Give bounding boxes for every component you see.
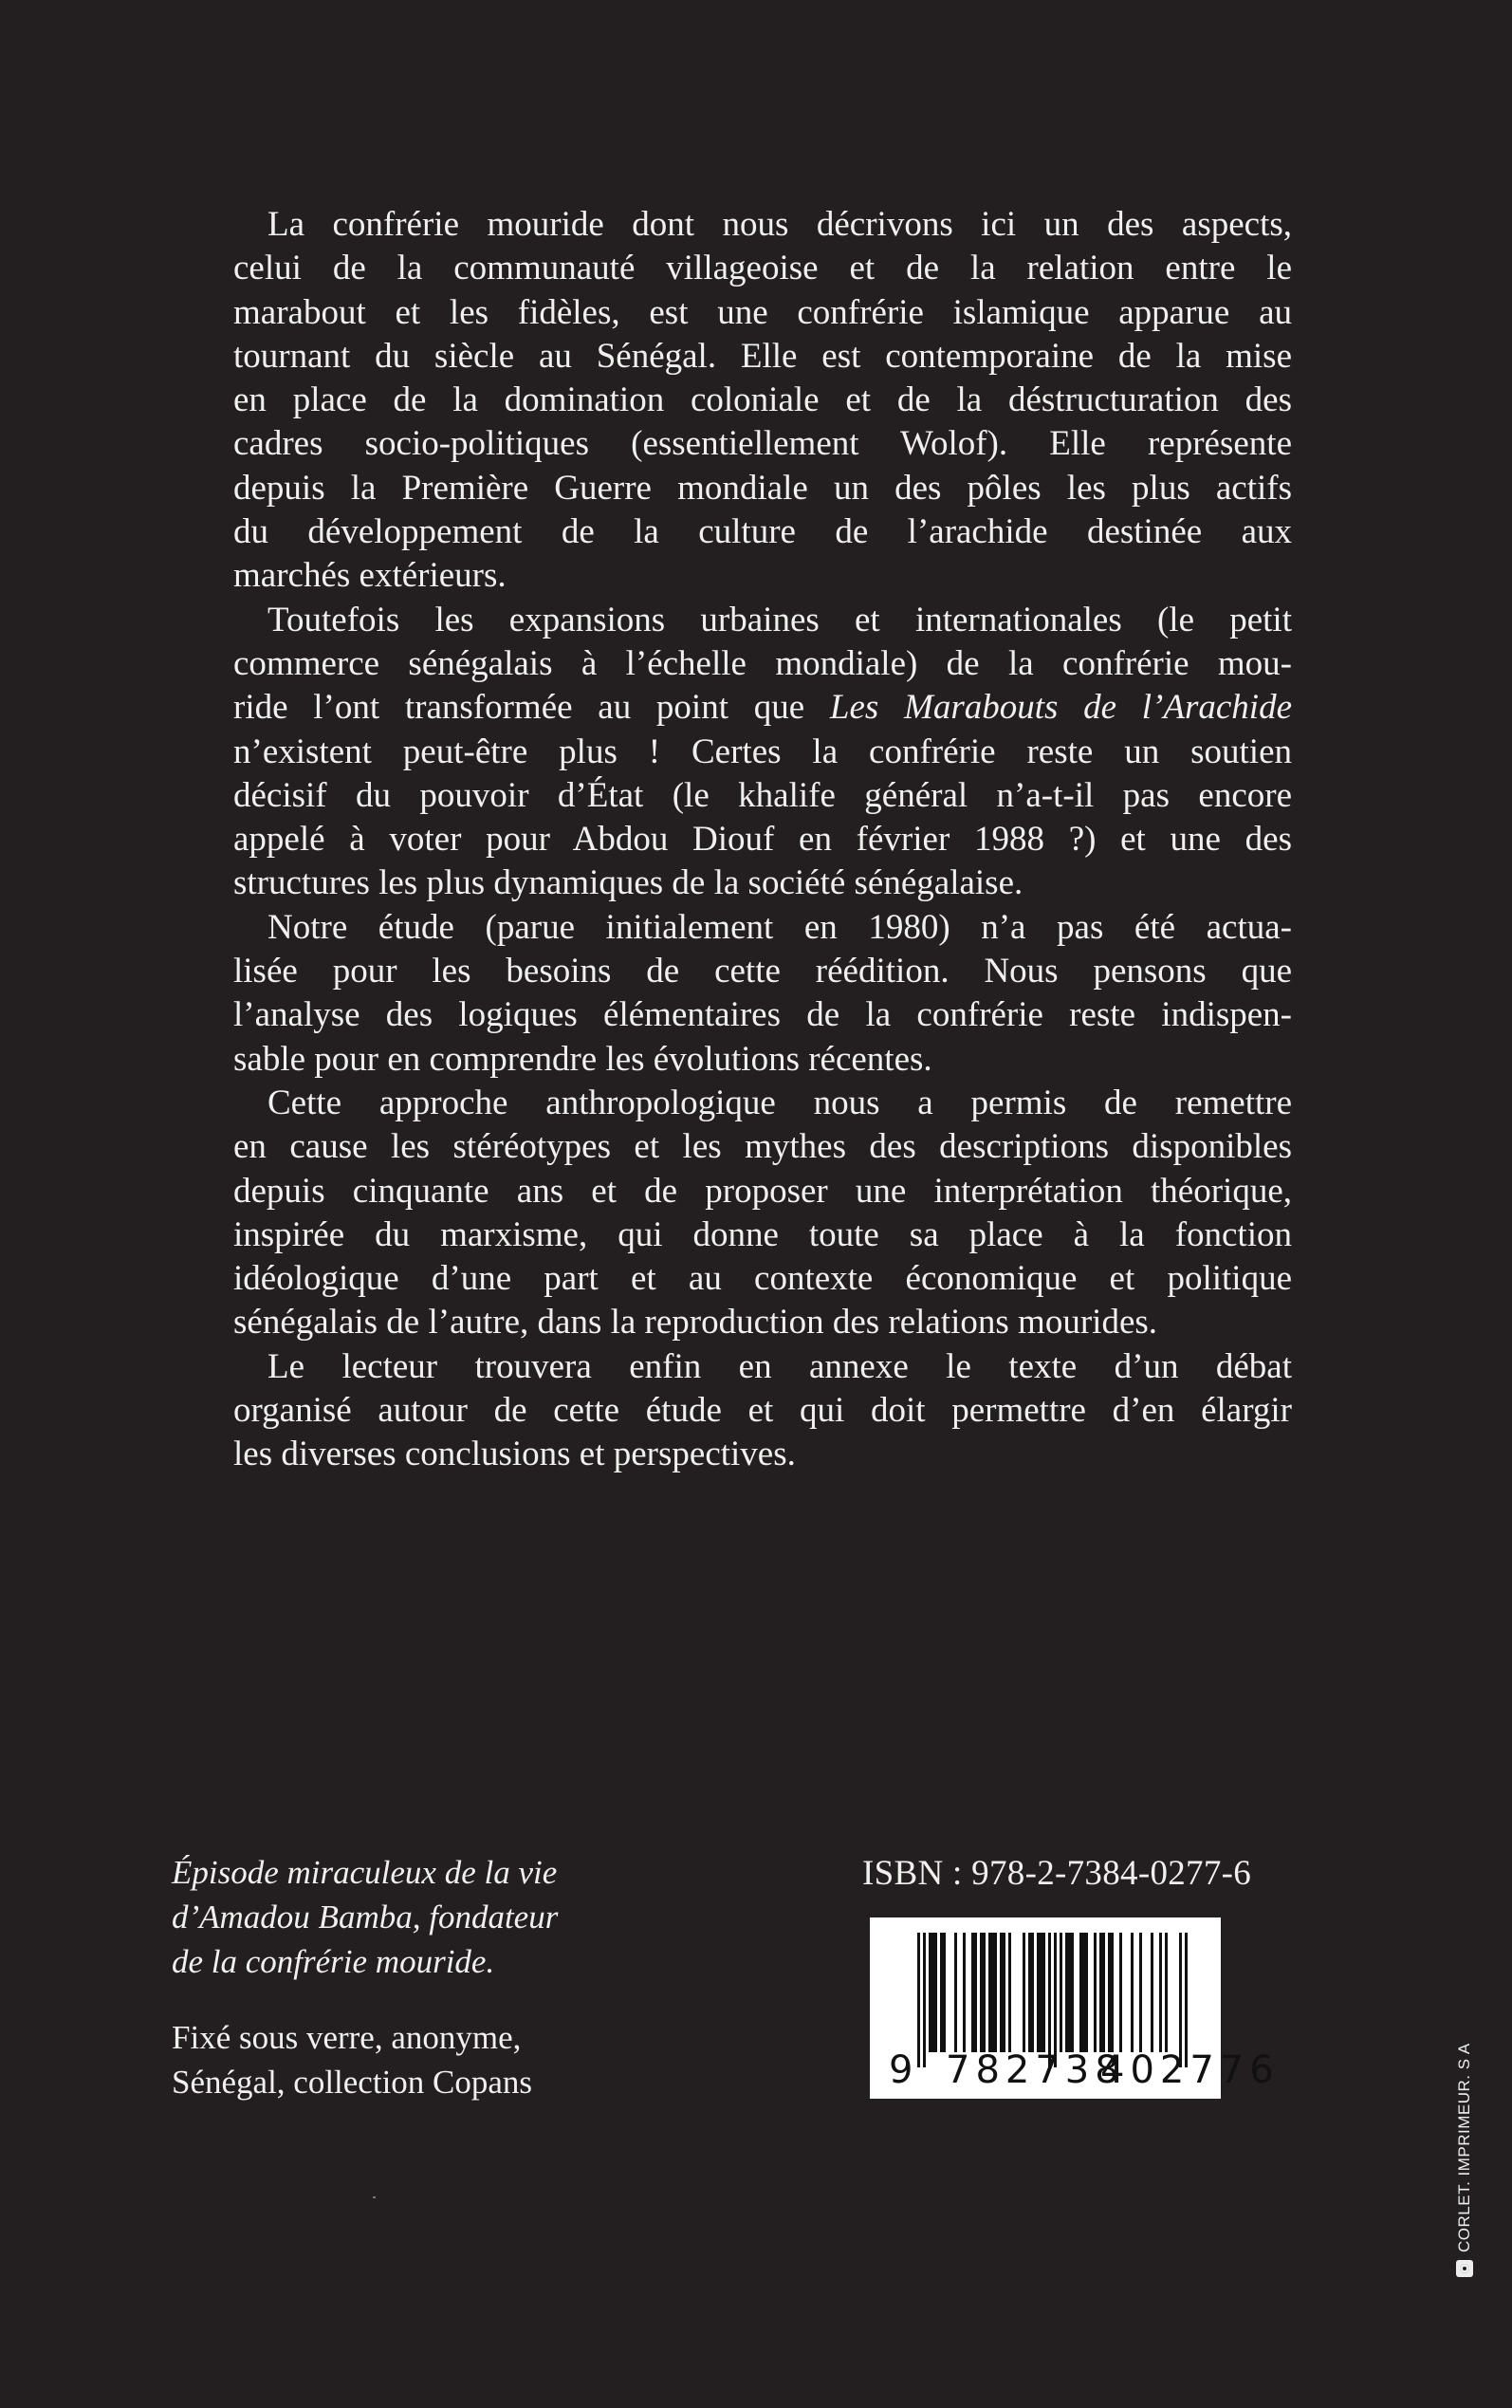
barcode-bar <box>923 1933 926 2067</box>
barcode-bar <box>983 1933 986 2052</box>
barcode-bar <box>1119 1933 1122 2052</box>
text-line: l’analyse des logiques élémentaires de la confrérie reste indispen- <box>233 995 1292 1035</box>
barcode-bar <box>1040 1933 1042 2052</box>
text-line: commerce sénégalais à l’échelle mondiale) de la confrérie mou- <box>233 643 1292 683</box>
barcode-bar <box>1131 1933 1134 2052</box>
back-cover-blurb <box>233 203 1292 1477</box>
isbn-label: ISBN : 978-2-7384-0277-6 <box>862 1854 1252 1893</box>
barcode-bar <box>1102 1933 1105 2052</box>
barcode-bar <box>1111 1933 1114 2052</box>
barcode-bar <box>1037 1933 1040 2052</box>
text-line: du développement de la culture de l’arachide destinée aux <box>233 512 1292 552</box>
text-line: idéologique d’une part et au contexte économique et politique <box>233 1259 1292 1299</box>
barcode-bar <box>917 1933 920 2067</box>
barcode-bar <box>1060 1933 1062 2052</box>
text-line: en cause les stéréotypes et les mythes des descriptions disponibles <box>233 1127 1292 1167</box>
text-line: organisé autour de cette étude et qui doit permettre d’en élargir <box>233 1391 1292 1431</box>
barcode-bar <box>991 1933 994 2052</box>
barcode-bar <box>1031 1933 1034 2052</box>
text-line: marchés extérieurs. <box>233 556 507 596</box>
barcode-bar <box>1108 1933 1111 2052</box>
barcode-bar <box>1165 1933 1168 2052</box>
paragraph <box>233 203 1292 599</box>
barcode-bar <box>1054 1933 1057 2067</box>
printer-name: CORLET. IMPRIMEUR. S A <box>1455 2043 1473 2252</box>
barcode-bar <box>1151 1933 1153 2052</box>
speck <box>373 2196 376 2198</box>
paragraph <box>233 599 1292 906</box>
text-line: tournant du siècle au Sénégal. Elle est contemporaine de la mise <box>233 336 1292 376</box>
book-title: Les Marabouts de l’Arachide <box>829 688 1293 728</box>
text-line: Le lecteur trouvera enfin en annexe le texte d’un débat <box>267 1346 1292 1386</box>
barcode-bar <box>1185 1933 1188 2067</box>
cover-image-caption <box>172 1850 558 2104</box>
printer-credit <box>1455 2043 1474 2277</box>
text-line: cadres socio-politiques (essentiellement Wolof). Elle représente <box>233 424 1292 464</box>
text-line: sable pour en comprendre les évolutions récentes. <box>233 1039 932 1079</box>
barcode-bar <box>1094 1933 1097 2052</box>
barcode-bar <box>1099 1933 1102 2052</box>
barcode-bar <box>1079 1933 1082 2052</box>
text-line: La confrérie mouride dont nous décrivons ici un des aspects, <box>267 205 1292 244</box>
barcode-bar <box>1085 1933 1088 2052</box>
text-line: Cette approche anthropologique nous a permis de remettre <box>267 1083 1292 1122</box>
text-line: marabout et les fidèles, est une confrérie islamique apparue au <box>233 292 1292 332</box>
barcode-digit-lead: 9 <box>889 2048 913 2092</box>
barcode-bar <box>1159 1933 1162 2052</box>
barcode-bar <box>1000 1933 1003 2052</box>
credit-line: Sénégal, collection Copans <box>172 2064 533 2101</box>
text-line: structures les plus dynamiques de la société sénégalaise. <box>233 863 1023 903</box>
text-line: décisif du pouvoir d’État (le khalife général n’a-t-il pas encore <box>233 775 1292 815</box>
barcode-bar <box>1065 1933 1068 2052</box>
barcode-bar <box>1139 1933 1142 2052</box>
paragraph <box>233 1082 1292 1345</box>
text-line: les diverses conclusions et perspectives. <box>233 1435 796 1474</box>
text-line: n’existent peut-être plus ! Certes la confrérie reste un soutien <box>233 732 1292 771</box>
barcode-bar <box>940 1933 943 2052</box>
barcode-bar <box>954 1933 957 2052</box>
caption-line: d’Amadou Bamba, fondateur <box>172 1899 559 1936</box>
barcode <box>870 1917 1280 2099</box>
text-line: inspirée du marxisme, qui donne toute sa place à la fonction <box>233 1214 1292 1254</box>
text-line: depuis la Première Guerre mondiale un des pôles les plus actifs <box>233 468 1292 508</box>
caption-line: Épisode miraculeux de la vie <box>172 1854 558 1891</box>
barcode-bar <box>943 1933 946 2052</box>
printer-logo-icon <box>1456 2260 1473 2277</box>
barcode-bar <box>1179 1933 1182 2067</box>
barcode-bar <box>1042 1933 1045 2052</box>
credit-line: Fixé sous verre, anonyme, <box>172 2019 522 2056</box>
text-line: sénégalais de l’autre, dans la reproduction des relations mourides. <box>233 1303 1158 1343</box>
barcode-bar <box>994 1933 997 2052</box>
paragraph <box>233 906 1292 1082</box>
barcode-digits <box>870 2048 1280 2096</box>
barcode-bar <box>929 1933 931 2052</box>
barcode-bar <box>988 1933 991 2052</box>
text-line: ride l’ont transformée au point que Les Marabouts de l’Arachide <box>233 688 1293 728</box>
barcode-digits-right: 402776 <box>1100 2048 1280 2092</box>
barcode-digits-left: 782738 <box>946 2048 1125 2092</box>
text-line: depuis cinquante ans et de proposer une interprétation théorique, <box>233 1171 1292 1211</box>
barcode-bar <box>934 1933 937 2052</box>
barcode-bar <box>980 1933 983 2052</box>
barcode-bar <box>1048 1933 1051 2067</box>
text-line: celui de la communauté villageoise et de la relation entre le <box>233 249 1292 288</box>
barcode-bar <box>1023 1933 1025 2052</box>
text-line: en place de la domination coloniale et de la déstructuration des <box>233 380 1292 420</box>
barcode-bar <box>1068 1933 1071 2052</box>
barcode-bar <box>974 1933 977 2052</box>
barcode-bar <box>1082 1933 1085 2052</box>
text-line: lisée pour les besoins de cette réédition. Nous pensons que <box>233 952 1292 991</box>
barcode-bar <box>1003 1933 1005 2052</box>
barcode-bar <box>971 1933 974 2052</box>
text-line: Notre étude (parue initialement en 1980) n’a pas été actua- <box>267 907 1292 947</box>
barcode-bar <box>1071 1933 1074 2052</box>
barcode-bar <box>963 1933 966 2052</box>
barcode-bar <box>1028 1933 1031 2052</box>
barcode-bar <box>1008 1933 1011 2052</box>
caption-line: de la confrérie mouride. <box>172 1943 495 1980</box>
text-line: Toutefois les expansions urbaines et internationales (le petit <box>267 600 1292 639</box>
paragraph <box>233 1345 1292 1477</box>
barcode-bar <box>931 1933 934 2052</box>
text-line: appelé à voter pour Abdou Diouf en février 1988 ?) et une des <box>233 820 1292 860</box>
